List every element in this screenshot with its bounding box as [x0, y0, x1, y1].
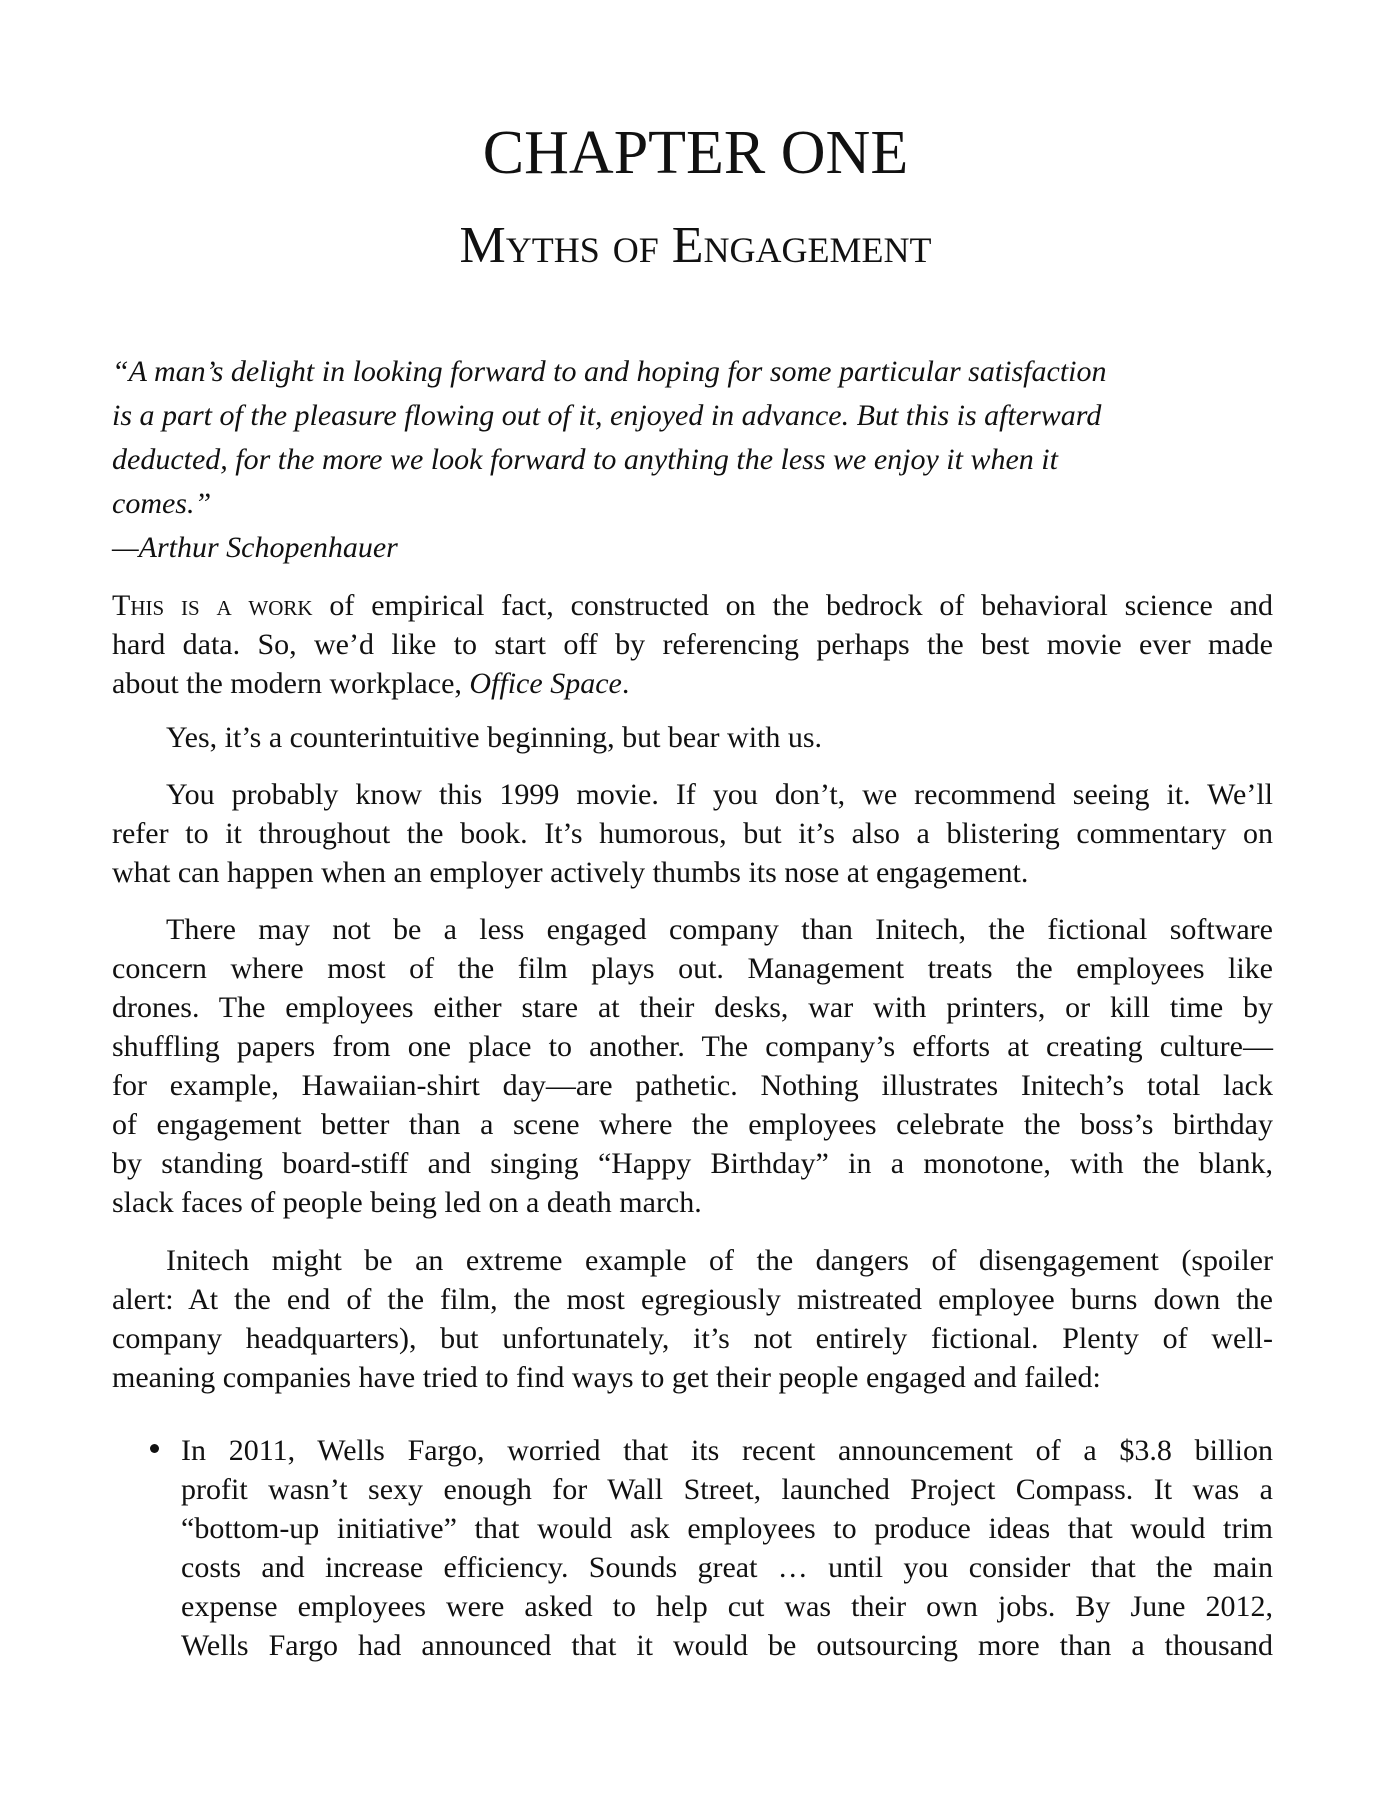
- paragraph-line: There may not be a less engaged company than Initech, the fictional software: [166, 913, 1273, 946]
- paragraph-line: drones. The employees either stare at their desks, war with printers, or kill time by: [112, 991, 1273, 1024]
- paragraph-line: slack faces of people being led on a death march.: [112, 1186, 702, 1219]
- paragraph-line: meaning companies have tried to find ways to get their people engaged and failed:: [112, 1361, 1101, 1394]
- epigraph-line: “A man’s delight in looking forward to and hoping for some particular satisfaction: [112, 355, 1107, 388]
- chapter-subtitle: Myths of Engagement: [459, 217, 932, 274]
- bullet-line: “bottom-up initiative” that would ask employees to produce ideas that would trim: [181, 1512, 1273, 1545]
- chapter-title: CHAPTER ONE: [482, 119, 909, 187]
- paragraph-line: hard data. So, we’d like to start off by referencing perhaps the best movie ever made: [112, 628, 1273, 661]
- lead-in-small-caps: This is a work: [112, 589, 313, 622]
- paragraph-3: [112, 775, 1273, 892]
- epigraph-line: comes.”: [112, 487, 212, 520]
- epigraph-line: deducted, for the more we look forward to anything the less we enjoy it when it: [112, 443, 1058, 476]
- paragraph-line: shuffling papers from one place to another. The company’s efforts at creating culture—: [112, 1030, 1273, 1063]
- paragraph-text: .: [621, 667, 630, 700]
- paragraph-line: company headquarters), but unfortunately, it’s not entirely fictional. Plenty of well-: [112, 1322, 1273, 1355]
- paragraph-line: by standing board-stiff and singing “Happy Birthday” in a monotone, with the blank,: [112, 1147, 1273, 1180]
- paragraph-line: of engagement better than a scene where the employees celebrate the boss’s birthday: [112, 1108, 1273, 1141]
- paragraph-line: what can happen when an employer actively thumbs its nose at engagement.: [112, 856, 1029, 889]
- bullet-item: [181, 1431, 1273, 1665]
- epigraph-attribution: —Arthur Schopenhauer: [112, 531, 398, 564]
- bullet-line: In 2011, Wells Fargo, worried that its recent announcement of a $3.8 billion: [181, 1434, 1273, 1467]
- epigraph-line: is a part of the pleasure flowing out of it, enjoyed in advance. But this is afterward: [112, 399, 1102, 432]
- paragraph-line: You probably know this 1999 movie. If you don’t, we recommend seeing it. We’ll: [166, 778, 1273, 811]
- paragraph-line: for example, Hawaiian-shirt day—are pathetic. Nothing illustrates Initech’s total lack: [112, 1069, 1273, 1102]
- bullet-icon: [150, 1444, 159, 1453]
- paragraph-text: of empirical fact, constructed on the bedrock of behavioral science and: [312, 589, 1273, 622]
- paragraph-line: Yes, it’s a counterintuitive beginning, but bear with us.: [166, 721, 823, 754]
- paragraph-line: concern where most of the film plays out. Management treats the employees like: [112, 952, 1273, 985]
- bullet-line: profit wasn’t sexy enough for Wall Street, launched Project Compass. It was a: [181, 1473, 1273, 1506]
- paragraph-line: Initech might be an extreme example of the dangers of disengagement (spoiler: [166, 1244, 1273, 1277]
- bullet-line: Wells Fargo had announced that it would be outsourcing more than a thousand: [181, 1629, 1273, 1662]
- paragraph-line: [112, 664, 1273, 703]
- paragraph-2: [112, 718, 1273, 757]
- bullet-line: expense employees were asked to help cut was their own jobs. By June 2012,: [181, 1590, 1273, 1623]
- paragraph-line: alert: At the end of the film, the most egregiously mistreated employee burns down the: [112, 1283, 1273, 1316]
- paragraph-1: [112, 586, 1273, 703]
- paragraph-line: [112, 586, 1273, 625]
- paragraph-5: [112, 1241, 1273, 1397]
- paragraph-4: [112, 910, 1273, 1222]
- movie-title: Office Space: [469, 667, 622, 700]
- paragraph-line: refer to it throughout the book. It’s humorous, but it’s also a blistering commentary on: [112, 817, 1273, 850]
- paragraph-text: about the modern workplace,: [112, 667, 470, 700]
- bullet-line: costs and increase efficiency. Sounds great … until you consider that the main: [181, 1551, 1273, 1584]
- epigraph: [112, 350, 1273, 570]
